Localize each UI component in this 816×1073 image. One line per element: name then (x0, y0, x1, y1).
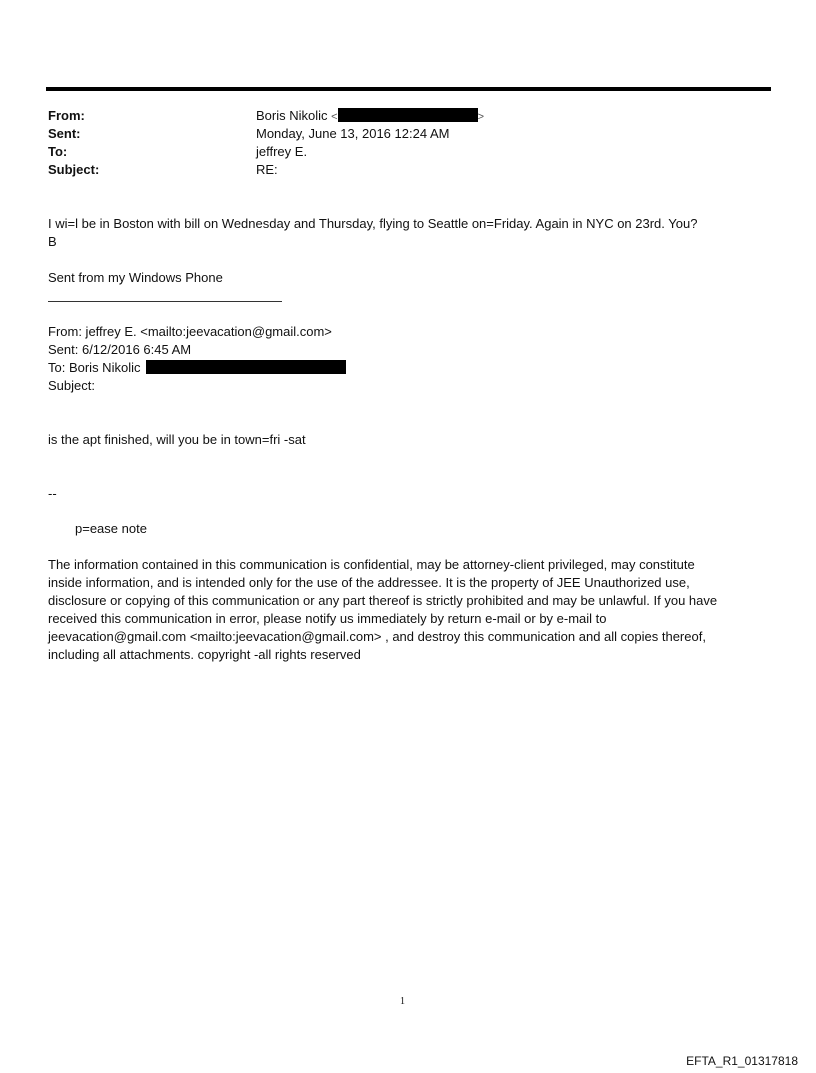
disclaimer-line: received this communication in error, please notify us immediately by return e-mail or by e-mail to (48, 611, 607, 626)
sent-label: Sent: (48, 126, 81, 141)
subject-label: Subject: (48, 162, 100, 177)
quoted-to-row (48, 359, 346, 377)
quoted-note: p=ease note (75, 521, 147, 536)
redaction-box (338, 108, 478, 122)
page-number: 1 (400, 996, 405, 1007)
from-value: Boris Nikolic (256, 108, 328, 123)
disclaimer-line: including all attachments. copyright -all rights reserved (48, 647, 361, 662)
disclaimer-line: jeevacation@gmail.com <mailto:jeevacation@gmail.com> , and destroy this communication and all copies thereof, (48, 629, 706, 644)
quoted-message-text: is the apt finished, will you be in town=fri -sat (48, 432, 306, 447)
quoted-dashes: -- (48, 486, 57, 501)
quoted-to: To: Boris Nikolic (48, 360, 141, 375)
quoted-from: From: jeffrey E. <mailto:jeevacation@gmail.com> (48, 324, 332, 339)
to-value: jeffrey E. (256, 144, 308, 159)
to-label: To: (48, 144, 68, 159)
quote-separator (48, 301, 282, 302)
from-close-bracket: > (477, 111, 485, 123)
header-rule (46, 87, 771, 91)
body-signature: Sent from my Windows Phone (48, 270, 223, 285)
redaction-box (146, 360, 346, 374)
disclaimer-line: disclosure or copying of this communication or any part thereof is strictly prohibited and may be unlawful. If you have (48, 593, 718, 608)
from-label: From: (48, 108, 85, 123)
body-line-2: B (48, 234, 57, 249)
subject-value: RE: (256, 162, 278, 177)
quoted-subject: Subject: (48, 378, 95, 393)
from-value-wrap (256, 107, 484, 126)
disclaimer-line: The information contained in this communication is confidential, may be attorney-client privileged, may constitute (48, 557, 695, 572)
sent-value: Monday, June 13, 2016 12:24 AM (256, 126, 450, 141)
quoted-sent: Sent: 6/12/2016 6:45 AM (48, 342, 192, 357)
body-line-1: I wi=l be in Boston with bill on Wednesday and Thursday, flying to Seattle on=Friday. Again in NYC on 23rd. You? (48, 216, 698, 231)
from-open-bracket: < (331, 111, 338, 123)
bates-number: EFTA_R1_01317818 (686, 1054, 798, 1068)
disclaimer-line: inside information, and is intended only for the use of the addressee. It is the property of JEE Unauthorized use, (48, 575, 690, 590)
disclaimer (48, 556, 768, 664)
